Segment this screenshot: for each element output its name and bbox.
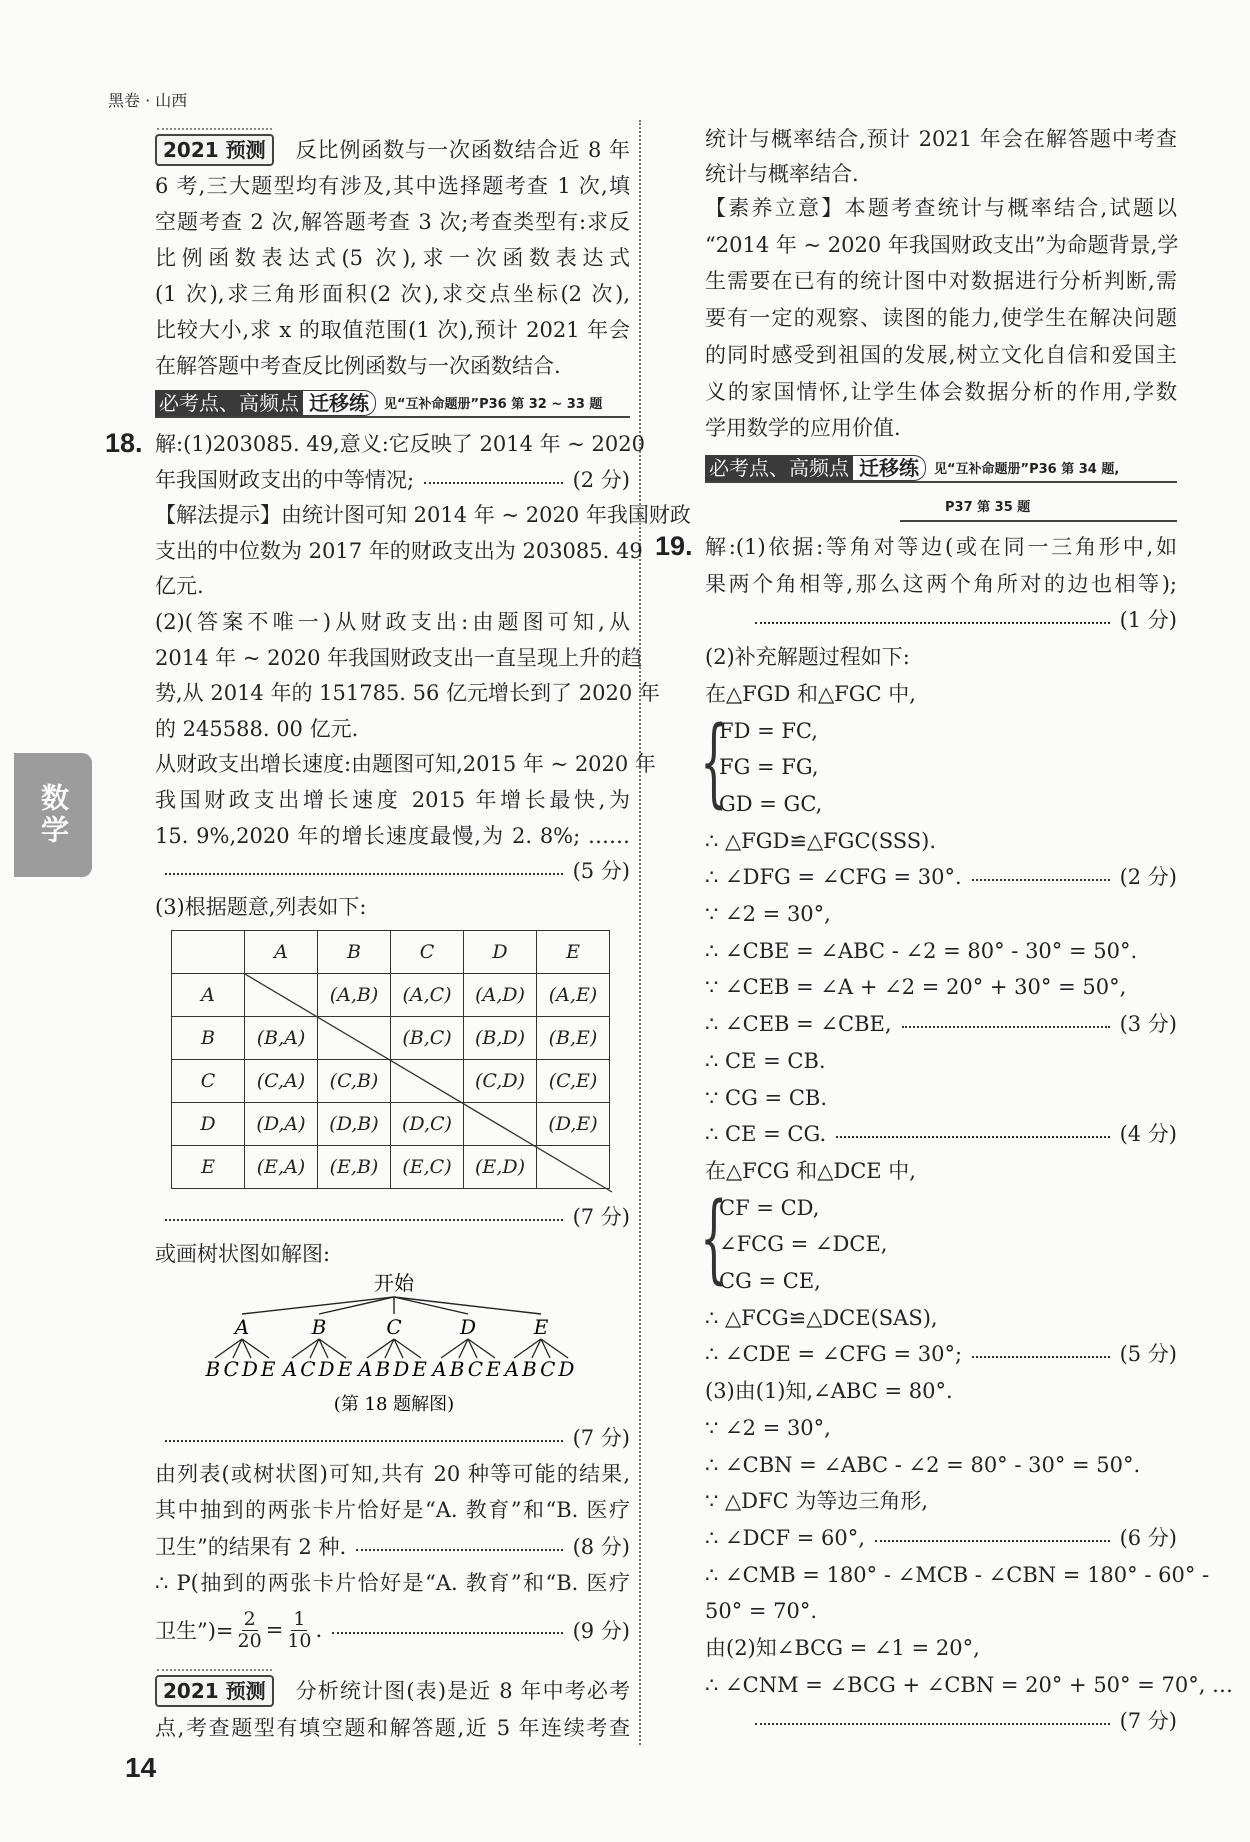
numerator: 2 — [243, 1607, 256, 1630]
tree-branch — [394, 1297, 468, 1314]
score: (5 分) — [572, 859, 630, 884]
subject-label: 数学 — [37, 783, 70, 847]
column-divider — [639, 120, 641, 1745]
row-header: C — [172, 1060, 245, 1103]
tree-root: 开始 — [374, 1271, 414, 1295]
text-line — [155, 1710, 630, 1746]
text-line — [155, 240, 630, 276]
table-cell: (C,D) — [464, 1060, 537, 1103]
text-line — [705, 969, 1177, 1005]
tree-leaves: ABDE — [358, 1357, 430, 1381]
line-text: 统计与概率结合,预计 2021 年会在解答题中考查 — [705, 127, 1177, 151]
text-line — [155, 889, 630, 925]
text-line — [155, 746, 656, 782]
text-line — [705, 1593, 1177, 1629]
line-text: ∴ ∠CEB = ∠CBE, — [705, 1012, 892, 1037]
dot-leader — [972, 879, 1110, 881]
line-text: CG = CE, — [719, 1269, 821, 1293]
line-text: ∵ ∠2 = 30°, — [705, 1415, 831, 1440]
text-line — [705, 337, 1177, 373]
table-cell: (B,D) — [464, 1017, 537, 1060]
table-cell: (E,A) — [245, 1146, 318, 1189]
tree-leaves: ABCD — [504, 1357, 578, 1381]
dot-leader — [424, 482, 563, 484]
tree-node: A — [234, 1315, 250, 1339]
text-line — [705, 1153, 1177, 1189]
column-header: D — [464, 931, 537, 974]
text-line — [705, 859, 1177, 895]
text-line — [705, 1557, 1210, 1593]
band-tag: 迁移练 — [853, 455, 926, 481]
line-text: 反比例函数与一次函数结合近 8 年 — [295, 138, 630, 162]
score: (7 分) — [572, 1426, 630, 1450]
line-text: ∴ P(抽到的两张卡片恰好是“A. 教育”和“B. 医疗 — [155, 1570, 630, 1595]
row-header: B — [172, 1017, 245, 1060]
line-text: (2)补充解题过程如下: — [705, 645, 910, 670]
text-line — [155, 782, 630, 818]
text-line — [705, 227, 1177, 263]
score: (5 分) — [1119, 1342, 1177, 1367]
line-text: ∴ ∠CBE = ∠ABC - ∠2 = 80° - 30° = 50°. — [705, 938, 1138, 963]
line-text: 分析统计图(表)是近 8 年中考必考 — [295, 1679, 630, 1703]
table-cell: (D,B) — [318, 1103, 391, 1146]
text-line — [705, 1263, 1177, 1299]
text-line — [705, 1116, 1177, 1152]
line-text: 【素养立意】本题考查统计与概率结合,试题以 — [705, 196, 1177, 220]
text-line — [705, 300, 1177, 336]
table-cell: (E,B) — [318, 1146, 391, 1189]
line-text: “2014 年 ~ 2020 年我国财政支出”为命题背景,学 — [705, 232, 1179, 257]
line-text: 或画树状图如解图: — [155, 1241, 331, 1266]
column-header: A — [245, 931, 318, 974]
text-line — [155, 462, 630, 498]
score: (1 分) — [1119, 608, 1177, 633]
prediction-badge: 2021 预测 — [155, 1675, 274, 1707]
text-line — [155, 853, 630, 889]
line-text: ∴ △FCG≌△DCE(SAS), — [705, 1305, 938, 1330]
text-line — [705, 529, 1177, 565]
tree-branch — [242, 1297, 394, 1314]
line-text: ∴ ∠DFG = ∠CFG = 30°. — [705, 865, 962, 890]
band-label: 必考点、高频点 — [155, 390, 303, 416]
text-line — [705, 1336, 1177, 1372]
table-cell: (E,C) — [391, 1146, 464, 1189]
line-text: ∠FCG = ∠DCE, — [719, 1232, 888, 1257]
tree-leaves: ABCE — [432, 1357, 504, 1381]
text-line — [155, 1456, 630, 1492]
dot-leader — [165, 1219, 563, 1221]
line-text: 在解答题中考查反比例函数与一次函数结合. — [155, 354, 561, 378]
line-text: CF = CD, — [719, 1195, 820, 1220]
text-line — [155, 132, 630, 168]
dot-leader — [902, 1026, 1110, 1028]
text-line — [705, 263, 1177, 299]
line-text: 解:(1)203085. 49,意义:它反映了 2014 年 ~ 2020 — [155, 432, 645, 456]
row-header: E — [172, 1146, 245, 1189]
text-line — [705, 156, 1177, 192]
table-cell: (A,C) — [391, 974, 464, 1017]
text-line — [155, 1673, 630, 1709]
table-cell: (D,E) — [537, 1103, 610, 1146]
text-line — [155, 818, 630, 854]
score: (2 分) — [1119, 865, 1177, 890]
line-text: 空题考查 2 次,解答题考查 3 次;考查类型有:求反 — [155, 210, 630, 234]
line-text: 由列表(或树状图)可知,共有 20 种等可能的结果, — [155, 1462, 630, 1487]
text-line — [155, 711, 630, 747]
text-line — [705, 1667, 1234, 1703]
dot-leader — [165, 873, 563, 875]
band-reference-continued — [900, 496, 1177, 522]
line-text: (2)(答案不唯一)从财政支出:由题图可知,从 — [155, 610, 630, 634]
text-line — [155, 168, 630, 204]
practice-band-1 — [155, 390, 630, 418]
line-text: ∴ CE = CG. — [705, 1122, 827, 1147]
tree-branch — [394, 1297, 541, 1314]
line-text: ∵ △DFC 为等边三角形, — [705, 1489, 929, 1514]
subject-side-tab — [14, 753, 92, 877]
equals: = — [265, 1618, 284, 1642]
denominator: 10 — [287, 1629, 312, 1652]
line-text: (3)根据题意,列表如下: — [155, 894, 367, 919]
fraction-2-20 — [238, 1609, 262, 1652]
text-line — [705, 410, 1177, 446]
system-brace-1: { — [700, 706, 728, 818]
text-line — [155, 348, 630, 384]
dot-leader — [332, 1632, 562, 1634]
line-text: 要有一定的观察、读图的能力,使学生在解决问题 — [705, 306, 1177, 331]
dot-leader — [356, 1549, 562, 1551]
text-line — [155, 204, 630, 240]
table-cell: (A,B) — [318, 974, 391, 1017]
line-text: 【解法提示】由统计图可知 2014 年 ~ 2020 年我国财政 — [155, 503, 691, 528]
table-cell: (B,A) — [245, 1017, 318, 1060]
dot-leader — [755, 1723, 1110, 1725]
line-text: 义的家国情怀,让学生体会数据分析的作用,学数 — [705, 379, 1177, 404]
figure-caption: (第 18 题解图) — [333, 1394, 455, 1415]
text-line — [705, 1447, 1177, 1483]
text-line — [155, 533, 643, 569]
line-text: FG = FG, — [719, 755, 819, 780]
line-text: 15. 9%,2020 年的增长速度最慢,为 2. 8%; …… — [155, 823, 630, 848]
line-text: 在△FGD 和△FGC 中, — [705, 681, 916, 706]
dot-leader — [875, 1540, 1110, 1542]
running-header: 黑卷 · 山西 — [108, 91, 188, 110]
dot-leader — [972, 1356, 1110, 1358]
line-text: 统计与概率结合. — [705, 162, 859, 186]
tree-node: E — [533, 1315, 549, 1339]
text-line — [705, 602, 1177, 638]
line-text: 年我国财政支出的中等情况; — [155, 467, 415, 492]
line-text: 在△FCG 和△DCE 中, — [705, 1158, 916, 1183]
text-line — [155, 426, 645, 462]
line-text: 由(2)知∠BCG = ∠1 = 20°, — [705, 1636, 980, 1660]
text-line — [155, 1565, 630, 1601]
line-text: ∴ CE = CB. — [705, 1048, 826, 1073]
band-reference-2: P37 第 35 题 — [945, 500, 1031, 515]
line-text: 势,从 2014 年的 151785. 56 亿元增长到了 2020 年 — [155, 681, 660, 706]
text-line — [705, 933, 1177, 969]
text-line — [155, 1529, 630, 1565]
score: (9 分) — [572, 1619, 630, 1643]
text-line — [705, 1080, 1177, 1116]
text-line — [155, 1492, 630, 1528]
table-cell: (D,C) — [391, 1103, 464, 1146]
line-text: 我国财政支出增长速度 2015 年增长最快,为 — [155, 788, 630, 812]
line-text: 生需要在已有的统计图中对数据进行分析判断,需 — [705, 269, 1177, 294]
outcome-table — [171, 930, 615, 1194]
numerator: 1 — [293, 1607, 306, 1630]
prediction-badge: 2021 预测 — [155, 134, 274, 166]
text-line — [155, 1199, 630, 1235]
text-line — [705, 823, 1177, 859]
band-reference: 见“互补命题册”P36 第 34 题, — [934, 462, 1120, 477]
text-line — [705, 1373, 1177, 1409]
dot-leader — [755, 622, 1110, 624]
dot-leader — [836, 1136, 1109, 1138]
column-header: B — [318, 931, 391, 974]
line-text: ∴ ∠CBN = ∠ABC - ∠2 = 80° - 30° = 50°. — [705, 1452, 1141, 1477]
text-line — [705, 1300, 1177, 1336]
text-line — [705, 566, 1177, 602]
text-line — [705, 786, 1177, 822]
score: (4 分) — [1119, 1122, 1177, 1147]
line-text: 6 考,三大题型均有涉及,其中选择题考查 1 次,填 — [155, 174, 630, 198]
text-line — [155, 604, 630, 640]
line-text: FD = FC, — [719, 718, 818, 743]
text-line — [705, 1006, 1177, 1042]
line-text: 卫生”的结果有 2 种. — [155, 1534, 347, 1559]
text-line — [155, 276, 630, 312]
line-text: (3)由(1)知,∠ABC = 80°. — [705, 1379, 953, 1404]
table-cell: (A,D) — [464, 974, 537, 1017]
text-line — [155, 640, 643, 676]
band-label: 必考点、高频点 — [705, 455, 853, 481]
row-header: A — [172, 974, 245, 1017]
fraction-1-10 — [287, 1609, 311, 1652]
tree-leaves: ACDE — [282, 1357, 356, 1381]
table-cell: (B,E) — [537, 1017, 610, 1060]
text-line — [705, 121, 1177, 157]
text-line — [705, 1043, 1177, 1079]
line-text: 解:(1)依据:等角对等边(或在同一三角形中,如 — [705, 535, 1177, 559]
line-text: 亿元. — [155, 574, 204, 599]
line-text: 比较大小,求 x 的取值范围(1 次),预计 2021 年会 — [155, 318, 630, 342]
line-text: GD = GC, — [719, 791, 823, 816]
text-line — [705, 374, 1177, 410]
denominator: 20 — [237, 1629, 262, 1652]
line-text: 其中抽到的两张卡片恰好是“A. 教育”和“B. 医疗 — [155, 1498, 630, 1523]
text-line — [705, 896, 1177, 932]
line-text: 点,考查题型有填空题和解答题,近 5 年连续考查 — [155, 1716, 630, 1740]
line-text: ∵ ∠CEB = ∠A + ∠2 = 20° + 30° = 50°, — [705, 975, 1127, 1000]
tree-branch — [319, 1297, 394, 1314]
text-line — [705, 1630, 1177, 1666]
tree-node: B — [311, 1315, 327, 1339]
table-cell: (E,D) — [464, 1146, 537, 1189]
line-text: ∴ ∠DCF = 60°, — [705, 1525, 865, 1550]
line-text: 支出的中位数为 2017 年的财政支出为 203085. 49 — [155, 538, 643, 563]
line-text: ∴ ∠CMB = 180° - ∠MCB - ∠CBN = 180° - 60° - — [705, 1562, 1210, 1587]
text-line — [705, 1190, 1177, 1226]
text-line — [705, 749, 1177, 785]
line-text: ∵ CG = CB. — [705, 1085, 828, 1110]
probability-result-line — [155, 1606, 630, 1654]
result-prefix: 卫生”)= — [155, 1619, 234, 1643]
question-number-18: 18. — [105, 428, 143, 458]
system-brace-2: { — [700, 1182, 728, 1294]
line-text: ∴ ∠CDE = ∠CFG = 30°; — [705, 1342, 963, 1367]
text-line — [705, 676, 1177, 712]
tree-leaves: BCDE — [205, 1357, 279, 1381]
page-number: 14 — [125, 1752, 157, 1783]
text-line — [705, 190, 1177, 226]
line-text: 的同时感受到祖国的发展,树立文化自信和爱国主 — [705, 342, 1177, 367]
text-line — [705, 1483, 1177, 1519]
table-cell: (C,A) — [245, 1060, 318, 1103]
line-text: ∵ ∠2 = 30°, — [705, 902, 831, 926]
line-text: 的 245588. 00 亿元. — [155, 716, 359, 741]
row-header: D — [172, 1103, 245, 1146]
text-line — [705, 639, 1177, 675]
score: (7 分) — [572, 1205, 630, 1229]
score: (6 分) — [1119, 1525, 1177, 1550]
text-line — [155, 497, 691, 533]
line-text: 50° = 70°. — [705, 1599, 818, 1624]
band-tag: 迁移练 — [303, 390, 376, 416]
score: (8 分) — [572, 1534, 630, 1559]
text-line — [705, 1226, 1177, 1262]
line-text: 比例函数表达式(5 次),求一次函数表达式 — [155, 246, 630, 270]
tree-node: C — [386, 1315, 402, 1339]
band-reference: 见“互补命题册”P36 第 32 ~ 33 题 — [384, 397, 603, 412]
tree-node: D — [459, 1315, 477, 1339]
text-line — [155, 1420, 630, 1456]
line-text: 学用数学的应用价值. — [705, 416, 901, 441]
line-text: ∴ △FGD≌△FGC(SSS). — [705, 828, 937, 853]
table-cell: (B,C) — [391, 1017, 464, 1060]
line-text: (1 次),求三角形面积(2 次),求交点坐标(2 次), — [155, 282, 630, 306]
text-line — [705, 1410, 1177, 1446]
table-cell: (C,E) — [537, 1060, 610, 1103]
text-line — [155, 568, 630, 604]
table-diagonal — [171, 930, 615, 1194]
line-text: ∴ ∠CNM = ∠BCG + ∠CBN = 20° + 50° = 70°, … — [705, 1672, 1234, 1697]
line-text: 2014 年 ~ 2020 年我国财政支出一直呈现上升的趋 — [155, 645, 643, 670]
column-header: C — [391, 931, 464, 974]
text-line — [705, 1520, 1177, 1556]
practice-band-2 — [705, 455, 1177, 483]
dot-leader — [165, 1440, 563, 1442]
score: (7 分) — [1119, 1709, 1177, 1734]
text-line — [705, 713, 1177, 749]
table-cell: (A,E) — [537, 974, 610, 1017]
text-line — [705, 1703, 1177, 1739]
column-header: E — [537, 931, 610, 974]
question-number-19: 19. — [655, 531, 693, 561]
score: (2 分) — [572, 467, 630, 492]
tree-diagram — [155, 1262, 630, 1420]
line-text: 从财政支出增长速度:由题图可知,2015 年 ~ 2020 年 — [155, 752, 656, 777]
text-line — [155, 675, 660, 711]
line-text: 果两个角相等,那么这两个角所对的边也相等); — [705, 571, 1177, 596]
table-cell: (D,A) — [245, 1103, 318, 1146]
table-cell: (C,B) — [318, 1060, 391, 1103]
score: (3 分) — [1119, 1012, 1177, 1037]
result-suffix: . — [315, 1618, 323, 1642]
text-line — [155, 312, 630, 348]
